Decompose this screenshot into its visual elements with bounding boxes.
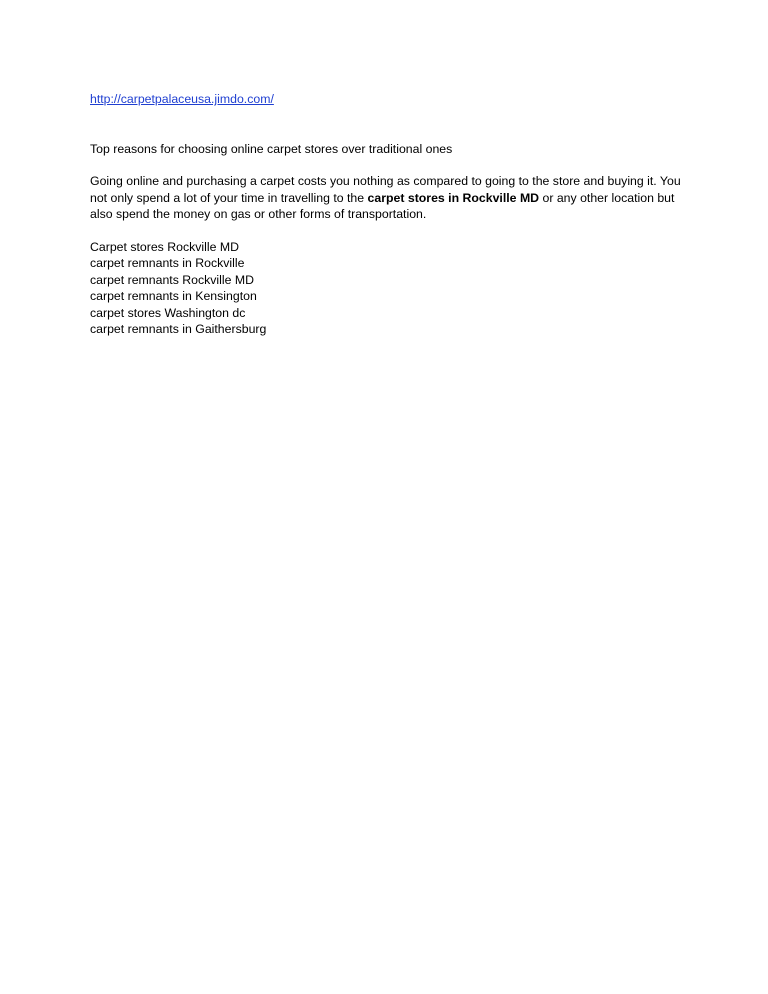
paragraph-bold-keyword: carpet stores in Rockville MD (367, 190, 540, 205)
document-body (90, 91, 690, 338)
keyword-item: carpet remnants in Kensington (90, 289, 257, 303)
article-paragraph (90, 173, 690, 223)
keyword-item: carpet remnants in Rockville (90, 256, 245, 270)
paragraph-text-part1: Going online and purchasing a carpet costs you nothing as compared to going to the store and buying it. You not only spend a lot of your time in travelling to the (90, 174, 681, 205)
keyword-list (90, 239, 690, 338)
paragraph-text-part2: or any other location but also spend the money on gas or other forms of transportation. (90, 190, 675, 221)
keyword-item: carpet remnants Rockville MD (90, 272, 255, 287)
keyword-item: Carpet stores Rockville MD (90, 239, 239, 254)
keyword-item: carpet stores Washington dc (90, 305, 246, 320)
website-link[interactable]: http://carpetpalaceusa.jimdo.com/ (90, 92, 274, 106)
keyword-item: carpet remnants in Gaithersburg (90, 322, 267, 336)
article-heading: Top reasons for choosing online carpet stores over traditional ones (90, 141, 453, 156)
